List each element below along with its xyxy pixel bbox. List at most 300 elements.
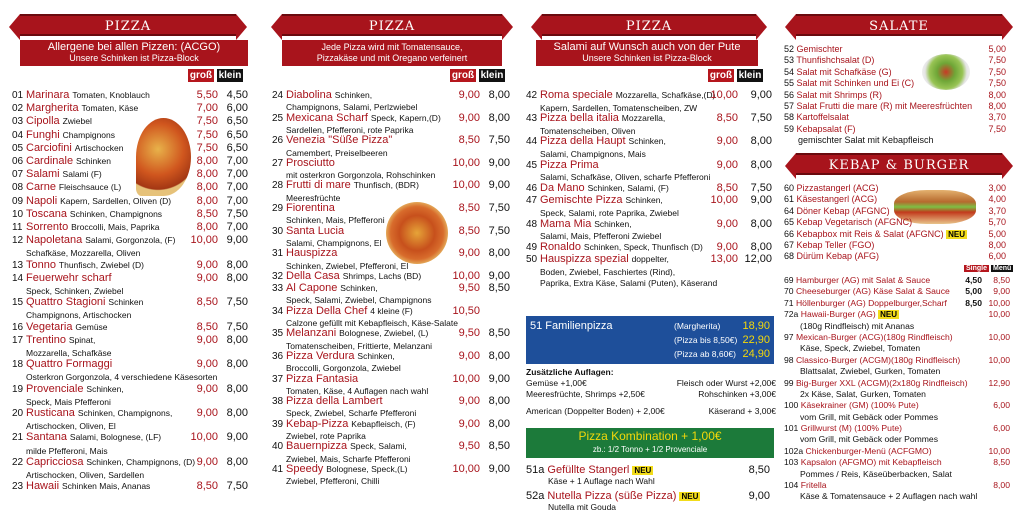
familienpizza-row xyxy=(674,333,770,347)
item-name: Ronaldo xyxy=(540,240,581,253)
item-description: Speck, Salami, xyxy=(350,441,407,452)
price-klein: 8,50 xyxy=(488,440,510,453)
price-gross: 9,00 xyxy=(196,382,218,395)
item-number: 31 xyxy=(272,248,284,260)
price-menu: 10,00 xyxy=(988,309,1010,320)
item-name: Salami xyxy=(26,168,60,181)
menu-item xyxy=(12,407,172,420)
item-name: Cheeseburger (AG) Käse Salat & Sauce xyxy=(795,286,950,297)
item-name: Bauernpizza xyxy=(286,440,348,453)
item-number: 34 xyxy=(272,305,284,317)
menu-item xyxy=(784,240,1016,251)
item-price: 7,50 xyxy=(988,123,1006,134)
extras-row xyxy=(526,378,776,389)
single-menu-header xyxy=(964,265,1013,272)
item-number: 47 xyxy=(526,195,538,207)
price-gross: 9,00 xyxy=(716,240,738,253)
price-klein: 8,00 xyxy=(750,217,772,230)
price-klein: 6,50 xyxy=(226,141,248,154)
neu-badge: NEU xyxy=(948,229,965,239)
price-gross: 8,00 xyxy=(196,221,218,233)
item-name: Diabolina xyxy=(286,89,332,101)
item-name: Pizza Verdura xyxy=(286,349,355,362)
item-description: Schinken, xyxy=(357,350,395,361)
menu-item xyxy=(526,159,599,172)
menu-item xyxy=(784,124,1016,135)
price-gross: 7,00 xyxy=(196,102,218,115)
menu-item xyxy=(272,440,407,453)
item-price: 8,50 xyxy=(748,464,770,476)
menu-item xyxy=(12,195,171,208)
price-klein: 7,50 xyxy=(226,207,248,220)
item-number: 61 xyxy=(784,194,795,205)
item-number: 37 xyxy=(272,373,284,385)
menu-item xyxy=(12,347,112,359)
price-gross: 7,50 xyxy=(196,128,218,141)
item-number: 24 xyxy=(272,90,284,101)
item-name: Käsekrainer (GM) (100% Pute) xyxy=(800,400,919,411)
price-klein: 7,50 xyxy=(226,480,248,493)
salate-kebap-column xyxy=(782,0,1018,523)
item-price: 5,00 xyxy=(988,228,1006,239)
item-price: 7,50 xyxy=(988,78,1006,89)
item-description: Camembert, Preiselbeeren xyxy=(286,147,388,158)
menu-item xyxy=(272,395,383,408)
schinken-note: Unsere Schinken ist Pizza-Block xyxy=(69,53,199,63)
menu-item xyxy=(272,282,378,295)
item-name: Kebapsalat (F) xyxy=(796,123,856,134)
item-description: Salami, Bolognese, (LF) xyxy=(69,432,162,443)
price-gross: 9,00 xyxy=(716,158,738,171)
item-price: 9,00 xyxy=(748,490,770,502)
menu-item xyxy=(784,217,1016,228)
item-name: Provenciale xyxy=(26,382,84,395)
item-name: Gemischte Pizza xyxy=(540,194,623,207)
price-klein: 8,00 xyxy=(226,455,248,468)
menu-item xyxy=(784,275,1016,286)
burger-list xyxy=(784,275,1016,503)
item-name: Speedy xyxy=(286,462,324,475)
item-description: Speck, Mais Pfefferoni xyxy=(26,396,111,407)
price-menu: 10,00 xyxy=(988,354,1010,365)
item-description: vom Grill, mit Gebäck oder Pommes xyxy=(800,434,939,445)
pizza-allergen-box xyxy=(20,40,248,66)
gross-label: groß xyxy=(451,70,475,81)
item-name: Pizza Prima xyxy=(540,158,599,171)
price-gross: 9,00 xyxy=(716,217,738,230)
extras-right: Fleisch oder Wurst +2,00€ xyxy=(676,378,776,388)
item-number: 33 xyxy=(272,283,284,295)
price-klein: 9,00 xyxy=(488,372,510,385)
item-description: Sardellen, Pfefferoni, rote Paprika xyxy=(286,124,414,135)
item-description: Schinken, xyxy=(334,90,373,100)
price-gross: 9,00 xyxy=(196,271,218,284)
item-number: 45 xyxy=(526,159,538,171)
item-description: Champignons, Salami, Perlzwiebel xyxy=(286,102,418,113)
item-number: 49 xyxy=(526,241,538,253)
item-description: Schafkäse, Mozzarella, Oliven xyxy=(26,248,141,259)
price-menu: 8,50 xyxy=(993,457,1010,468)
menu-item xyxy=(784,366,1016,377)
item-description: Zwiebel, Pfefferoni, Chilli xyxy=(286,476,380,487)
item-number: 98 xyxy=(784,354,794,365)
menu-item xyxy=(784,457,1016,468)
price-klein: 8,50 xyxy=(488,327,510,340)
kombi-title: Pizza Kombination + 1,00€ xyxy=(578,429,722,443)
neu-badge: NEU xyxy=(880,310,897,320)
price-gross: 9,00 xyxy=(716,135,738,148)
item-description: Schinken xyxy=(76,156,111,166)
item-name: Santana xyxy=(26,431,67,444)
oregano-note: Pizzakäse und mit Oregano verfeinert xyxy=(316,53,468,63)
item-number: 21 xyxy=(12,432,24,444)
gross-label: groß xyxy=(709,70,733,81)
extras-head: Zusätzliche Auflagen: xyxy=(526,367,614,377)
extras-left: Meeresfrüchte, Shrimps +2,50€ xyxy=(526,389,645,399)
item-number: 101 xyxy=(784,423,799,434)
menu-item xyxy=(784,491,1016,502)
item-description: Käse + 1 Auflage nach Wahl xyxy=(548,476,655,486)
menu-item xyxy=(272,305,413,318)
price-klein: 9,00 xyxy=(488,462,510,475)
item-number: 59 xyxy=(784,123,795,134)
price-menu: 10,00 xyxy=(988,445,1010,456)
menu-item xyxy=(784,206,1016,217)
item-number: 52a xyxy=(526,490,545,502)
extras-rows xyxy=(526,378,776,417)
item-description: Kapern, Sardellen, Tomatenscheiben, ZW xyxy=(540,102,698,113)
extras-right: Rohschinken +3,00€ xyxy=(698,389,776,399)
item-name: Classico-Burger (ACGM)(180g Rindfleisch) xyxy=(795,354,961,365)
price-klein: 7,00 xyxy=(226,221,248,233)
price-gross: 10,00 xyxy=(452,462,480,475)
menu-item xyxy=(12,234,175,247)
item-price: 3,70 xyxy=(988,112,1006,123)
extras-right: Käserand + 3,00€ xyxy=(708,406,776,416)
bottom-item xyxy=(526,464,776,490)
item-number: 28 xyxy=(272,180,284,192)
item-number: 64 xyxy=(784,205,795,216)
familienpizza-box xyxy=(526,316,774,364)
item-number: 52 xyxy=(784,44,795,54)
menu-item xyxy=(272,327,428,340)
extras-left: Gemüse +1,00€ xyxy=(526,378,587,388)
kebap-banner: KEBAP & BURGER xyxy=(796,153,1002,175)
menu-item xyxy=(272,418,416,431)
price-klein: 9,00 xyxy=(750,89,772,101)
menu-item xyxy=(526,112,665,125)
item-price: 4,00 xyxy=(988,194,1006,205)
item-name: Thunfishchsalat (D) xyxy=(796,55,875,66)
salate-list xyxy=(784,44,1016,147)
item-description: Schinken, xyxy=(340,283,378,294)
item-price: 3,70 xyxy=(988,205,1006,216)
menu-item xyxy=(526,182,669,195)
item-name: Hauspizza spezial xyxy=(540,253,629,266)
item-description: gemischter Salat mit Kebapfleisch xyxy=(798,135,934,146)
item-number: 20 xyxy=(12,408,24,419)
item-name: Marinara xyxy=(26,89,70,101)
item-name: Kartoffelsalat xyxy=(796,112,849,123)
item-description: Boden, Zwiebel, Faschiertes (Rind), xyxy=(540,267,676,277)
item-name: Mama Mia xyxy=(540,217,592,230)
menu-item xyxy=(784,67,1016,78)
item-number: 66 xyxy=(784,228,795,239)
item-number: 48 xyxy=(526,218,538,230)
item-price: 8,00 xyxy=(988,239,1006,250)
pute-note: Salami auf Wunsch auch von der Pute xyxy=(553,41,741,53)
price-gross: 9,00 xyxy=(458,417,480,430)
menu-item xyxy=(272,350,395,363)
menu-item xyxy=(12,259,144,272)
menu-item xyxy=(272,225,344,238)
menu-item xyxy=(12,221,159,234)
item-number: 44 xyxy=(526,136,538,148)
menu-item xyxy=(272,463,408,476)
menu-item xyxy=(12,420,116,432)
price-single: 8,50 xyxy=(965,297,982,308)
item-name: Toscana xyxy=(26,207,67,220)
menu-item xyxy=(784,400,1016,411)
item-description: Schinken, xyxy=(628,136,666,147)
item-number: 99 xyxy=(784,377,794,388)
item-description: Salami, Schafkäse, Oliven, scharfe Pfefferoni xyxy=(540,172,711,183)
item-number: 13 xyxy=(12,259,24,271)
item-number: 100 xyxy=(784,400,799,411)
item-name: Dürüm Kebap (AFG) xyxy=(796,251,880,262)
item-number: 58 xyxy=(784,112,795,123)
item-name: Sorrento xyxy=(26,221,69,233)
item-description: Kapern, Sardellen, Oliven (D) xyxy=(60,195,172,206)
item-description: Speck, Salami, Zwiebel, Champignons xyxy=(286,295,432,306)
familienpizza-rows xyxy=(674,319,770,361)
price-klein: 6,50 xyxy=(226,115,248,128)
item-number: 08 xyxy=(12,182,24,194)
item-number: 22 xyxy=(12,456,24,468)
item-description: Schinken, xyxy=(594,218,632,229)
item-name: Pizza della Haupt xyxy=(540,135,626,148)
item-description: 2x Käse, Salat, Gurken, Tomaten xyxy=(800,388,926,399)
item-description: milde Pfefferoni, Mais xyxy=(26,445,108,456)
item-description: Schinken, Champignons, xyxy=(77,408,173,418)
item-name: Grillwurst (M) (100% Pute) xyxy=(800,423,902,434)
size-header xyxy=(450,69,505,82)
item-description: 4 kleine (F) xyxy=(370,305,413,316)
menu-item xyxy=(12,396,111,408)
item-number: 30 xyxy=(272,225,284,237)
familienpizza-row xyxy=(674,347,770,361)
item-name: Napoli xyxy=(26,194,58,207)
item-name: Della Casa xyxy=(286,269,340,282)
price-gross: 10,00 xyxy=(452,372,480,385)
item-description: Kebapfleisch, (F) xyxy=(351,418,416,429)
price-gross: 9,00 xyxy=(458,247,480,260)
item-name: Pizza della Lambert xyxy=(286,395,383,408)
price-gross: 8,50 xyxy=(458,224,480,237)
item-number: 15 xyxy=(12,297,24,309)
menu-item xyxy=(784,321,1016,332)
familienpizza-label: (Pizza ab 8,60€) xyxy=(674,349,736,359)
item-name: Kebap Vegetarisch (AFGNC) xyxy=(796,217,913,228)
item-description: Schinken, xyxy=(625,195,663,206)
menu-item xyxy=(272,475,379,487)
menu-item xyxy=(526,241,703,254)
price-menu: 8,00 xyxy=(993,480,1010,491)
item-number: 14 xyxy=(12,272,24,284)
item-description: vom Grill, mit Gebäck oder Pommes xyxy=(800,411,939,422)
size-header xyxy=(188,69,243,82)
item-number: 69 xyxy=(784,275,794,285)
gross-label: groß xyxy=(189,70,213,81)
item-description: Salami, Gorgonzola, (F) xyxy=(85,235,176,246)
price-klein: 9,00 xyxy=(488,156,510,169)
menu-item xyxy=(12,383,124,396)
bottom-items xyxy=(526,464,776,516)
item-name: Quattro Stagioni xyxy=(26,296,106,309)
item-name: Nutella Pizza (süße Pizza) xyxy=(547,490,677,502)
item-number: 10 xyxy=(12,208,24,220)
price-gross: 9,50 xyxy=(458,282,480,295)
menu-item xyxy=(526,277,717,289)
pizza-column-1 xyxy=(8,0,248,523)
item-description: (180g Rindfleisch) mit Ananas xyxy=(800,320,915,331)
item-name: Kebap-Pizza xyxy=(286,417,349,430)
familienpizza-price: 18,90 xyxy=(742,320,770,332)
item-description: Schinken, xyxy=(86,383,124,394)
menu-item xyxy=(12,371,217,383)
price-klein: 9,00 xyxy=(226,234,248,247)
item-description: Tomatenscheiben, Oliven xyxy=(540,125,636,136)
pizza-banner-3: PIZZA xyxy=(542,14,756,36)
price-gross: 10,00 xyxy=(710,194,738,207)
menu-item xyxy=(12,89,150,102)
item-description: Shrimps, Lachs (BD) xyxy=(342,270,422,281)
price-klein: 8,00 xyxy=(226,358,248,371)
price-klein: 8,00 xyxy=(488,247,510,260)
price-klein: 7,50 xyxy=(226,320,248,333)
item-name: Prosciutto xyxy=(286,156,335,169)
item-description: Speck, Schinken, Zwiebel xyxy=(26,286,124,296)
price-klein: 7,00 xyxy=(226,181,248,194)
menu-item xyxy=(526,89,715,102)
item-number: 65 xyxy=(784,217,795,228)
price-klein: 7,50 xyxy=(488,224,510,237)
price-klein: 7,00 xyxy=(226,168,248,181)
klein-label: klein xyxy=(738,70,762,81)
item-name: Salat mit Schinken und Ei (C) xyxy=(796,78,915,89)
item-number: 70 xyxy=(784,286,794,297)
item-name: Salat mit Schafkäse (G) xyxy=(796,66,892,77)
menu-item xyxy=(526,218,632,231)
item-description: Tomaten, Käse xyxy=(81,103,139,114)
item-number: 25 xyxy=(272,112,284,124)
klein-label: klein xyxy=(218,70,242,81)
item-description: Osterkron Gorgonzola, 4 verschiedene Käsesorten xyxy=(26,372,218,383)
menu-item xyxy=(12,102,138,115)
item-description: Thunfisch, (BDR) xyxy=(353,180,419,191)
price-gross: 13,00 xyxy=(710,253,738,266)
item-description: Zwiebel, rote Paprika xyxy=(286,431,366,441)
price-gross: 10,00 xyxy=(710,89,738,101)
item-price: 5,00 xyxy=(988,44,1006,54)
item-number: 05 xyxy=(12,142,24,154)
item-description: Speck, Kapern,(D) xyxy=(370,112,441,123)
item-number: 67 xyxy=(784,239,795,250)
item-number: 71 xyxy=(784,297,794,308)
price-gross: 8,50 xyxy=(196,480,218,493)
price-klein: 7,50 xyxy=(488,202,510,214)
menu-item xyxy=(12,208,162,221)
menu-item xyxy=(784,298,1016,309)
extras-row xyxy=(526,389,776,400)
price-gross: 8,00 xyxy=(196,194,218,207)
menu-item xyxy=(272,202,335,215)
price-gross: 7,50 xyxy=(196,115,218,128)
menu-item xyxy=(784,355,1016,366)
price-gross: 10,00 xyxy=(452,156,480,169)
bottom-item xyxy=(526,490,776,516)
price-gross: 8,50 xyxy=(458,134,480,147)
price-gross: 10,50 xyxy=(452,304,480,317)
item-name: Mexican-Burger (ACG)(180g Rindfleisch) xyxy=(795,331,953,342)
single-label: Single xyxy=(966,265,988,272)
item-name: Kebapbox mit Reis & Salat (AFGNC) xyxy=(796,228,944,239)
item-name: Salat mit Shrimps (R) xyxy=(796,89,883,100)
menu-item xyxy=(12,168,102,181)
price-klein: 8,00 xyxy=(488,417,510,430)
item-name: Carne xyxy=(26,181,56,194)
menu-item xyxy=(784,480,1016,491)
item-description: Calzone gefüllt mit Kebapfleisch, Käse-Salate xyxy=(286,318,458,328)
item-description: Spinat, xyxy=(68,334,96,345)
menu-item xyxy=(784,44,1016,55)
price-klein: 4,50 xyxy=(226,89,248,101)
price-menu: 10,00 xyxy=(988,331,1010,342)
item-price: 6,00 xyxy=(988,251,1006,262)
schinken-note: Unsere Schinken ist Pizza-Block xyxy=(582,53,712,63)
familienpizza-price: 22,90 xyxy=(742,334,770,346)
item-description: Mozzarella, xyxy=(621,113,666,124)
item-number: 09 xyxy=(12,195,24,207)
item-number: 46 xyxy=(526,182,538,194)
item-number: 02 xyxy=(12,103,24,115)
price-klein: 8,00 xyxy=(750,158,772,171)
menu-item xyxy=(784,332,1016,343)
menu-item xyxy=(272,112,441,125)
item-name: Vegetaria xyxy=(26,320,73,333)
item-number: 97 xyxy=(784,331,794,342)
price-klein: 8,00 xyxy=(226,333,248,346)
kombi-box xyxy=(526,428,774,458)
item-name: Döner Kebap (AFGNC) xyxy=(796,205,890,216)
neu-badge: NEU xyxy=(681,492,699,501)
price-gross: 10,00 xyxy=(190,234,218,247)
extras-row xyxy=(526,406,776,417)
price-gross: 9,00 xyxy=(196,258,218,271)
item-description: Käse, Speck, Zwiebel, Tomaten xyxy=(800,343,921,354)
item-price: 3,00 xyxy=(988,183,1006,193)
menu-item xyxy=(784,55,1016,66)
item-description: Artischocken xyxy=(74,142,124,153)
item-number: 32 xyxy=(272,270,284,282)
item-description: Speck, Zwiebel, Scharfe Pfefferoni xyxy=(286,408,417,419)
item-name: Hauspizza xyxy=(286,247,338,260)
price-gross: 8,00 xyxy=(196,168,218,181)
pizza-note-box-2 xyxy=(282,40,502,66)
item-name: Salat Frutti die mare (R) mit Meeresfrüchten xyxy=(796,100,973,111)
menu-item xyxy=(12,445,108,457)
price-gross: 9,50 xyxy=(458,440,480,453)
